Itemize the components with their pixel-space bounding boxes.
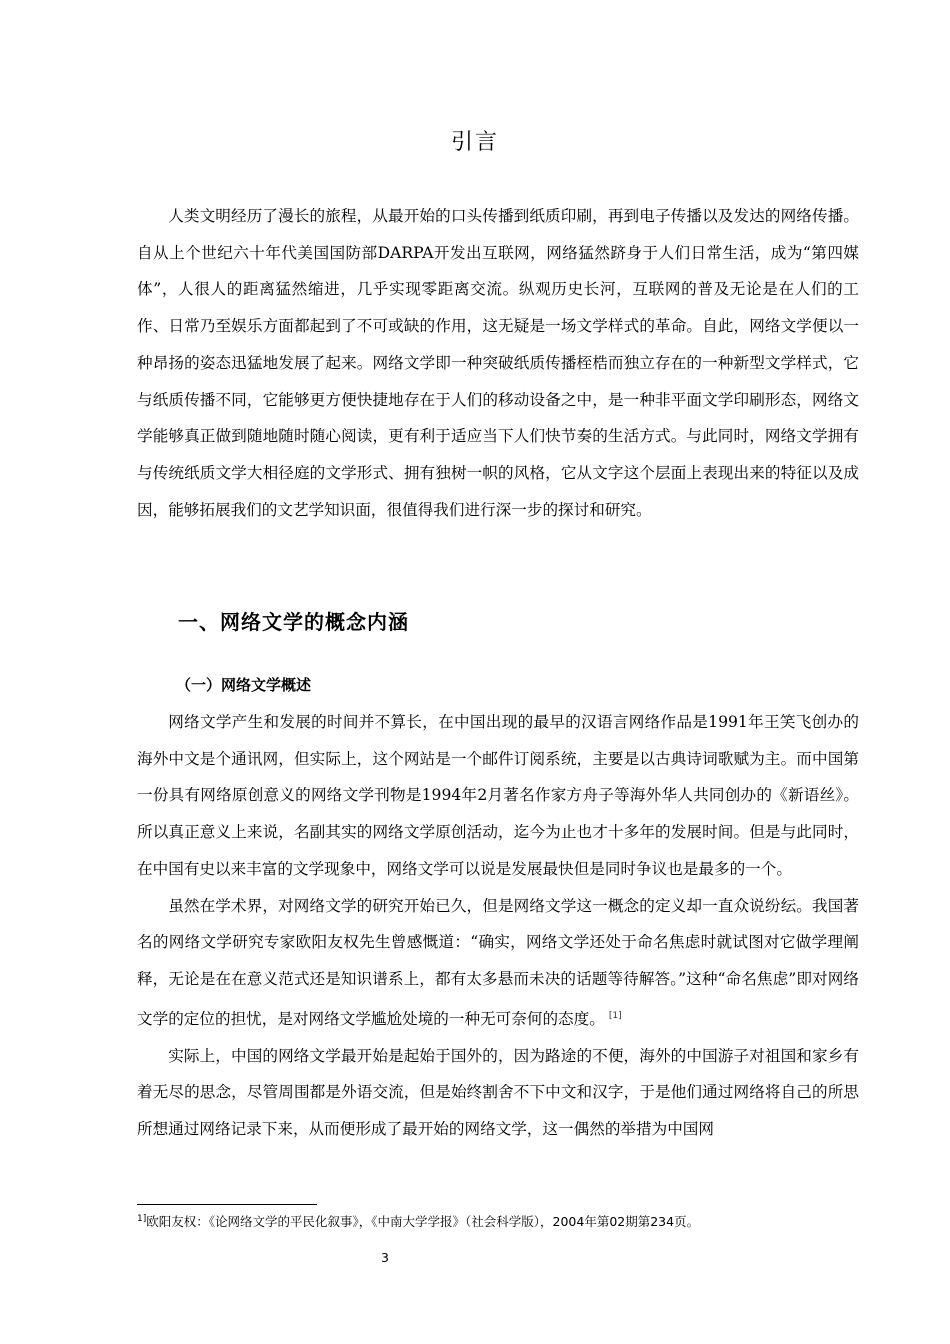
intro-paragraph: 人类文明经历了漫长的旅程，从最开始的口头传播到纸质印刷，再到电子传播以及发达的网络传播。自从上个世纪六十年代美国国防部DARPA开发出互联网，网络猛然跻身于人们日常生活，成为“第四媒体”，人很人的距离猛然缩进，几乎实现零距离交流。纵观历史长河，互联网的普及无论是在人们的工作、日常乃至娱乐方面都起到了不可或缺的作用，这无疑是一场文学样式的革命。自此，网络文学便以一种昂扬的姿态迅猛地发展了起来。网络文学即一种突破纸质传播桎梏而独立存在的一种新型文学样式，它与纸质传播不同，它能够更方便快捷地存在于人们的移动设备之中，是一种非平面文学印刷形态，网络文学能够真正做到随地随时随心阅读，更有利于适应当下人们快节奏的生活方式。与此同时，网络文学拥有与传统纸质文学大相径庭的文学形式、拥有独树一帜的风格，它从文字这个层面上表现出来的特征以及成因，能够拓展我们的文艺学知识面，很值得我们进行深一步的探讨和研究。 xyxy=(137,207,859,519)
page-number: 3 xyxy=(381,1250,389,1265)
body-paragraph-2-text: 虽然在学术界，对网络文学的研究开始已久，但是网络文学这一概念的定义却一直众说纷纭。我国著名的网络文学研究专家欧阳友权先生曾感慨道：“确实，网络文学还处于命名焦虑时就试图对它做学理阐释，无论是在在意义范式还是知识谱系上，都有太多悬而未决的话题等待解答。”这种“命名焦虑”即对网络文学的定位的担忧，是对网络文学尴尬处境的一种无可奈何的态度。 xyxy=(137,896,859,1028)
footnote-marker: 1] xyxy=(137,1213,147,1224)
subsection-body xyxy=(137,704,859,1148)
footnote-text: 欧阳友权：《论网络文学的平民化叙事》，《中南大学学报》（社会科学版），2004年第02期第234页。 xyxy=(146,1214,700,1229)
subsection-heading: （一）网络文学概述 xyxy=(176,676,312,694)
footnote xyxy=(137,1212,859,1230)
footnote-divider xyxy=(137,1204,317,1205)
body-paragraph-2 xyxy=(137,888,859,1038)
body-paragraph-3: 实际上，中国的网络文学最开始是起始于国外的，因为路途的不便，海外的中国游子对祖国和家乡有着无尽的思念，尽管周围都是外语交流，但是始终割舍不下中文和汉字，于是他们通过网络将自己的所思所想通过网络记录下来，从而便形成了最开始的网络文学，这一偶然的举措为中国网 xyxy=(137,1046,859,1138)
page-title: 引言 xyxy=(450,130,499,155)
body-paragraph-1: 网络文学产生和发展的时间并不算长，在中国出现的最早的汉语言网络作品是1991年王笑飞创办的海外中文是个通讯网，但实际上，这个网站是一个邮件订阅系统，主要是以古典诗词歌赋为主。而中国第一份具有网络原创意义的网络文学刊物是1994年2月著名作家方舟子等海外华人共同创办的《新语丝》。所以真正意义上来说，名副其实的网络文学原创活动，迄今为止也才十多年的发展时间。但是与此同时，在中国有史以来丰富的文学现象中，网络文学可以说是发展最快但是同时争议也是最多的一个。 xyxy=(137,713,859,878)
citation-mark[interactable]: [1] xyxy=(608,1010,622,1021)
section-heading: 一、网络文学的概念内涵 xyxy=(178,610,409,634)
intro-section xyxy=(137,198,859,528)
